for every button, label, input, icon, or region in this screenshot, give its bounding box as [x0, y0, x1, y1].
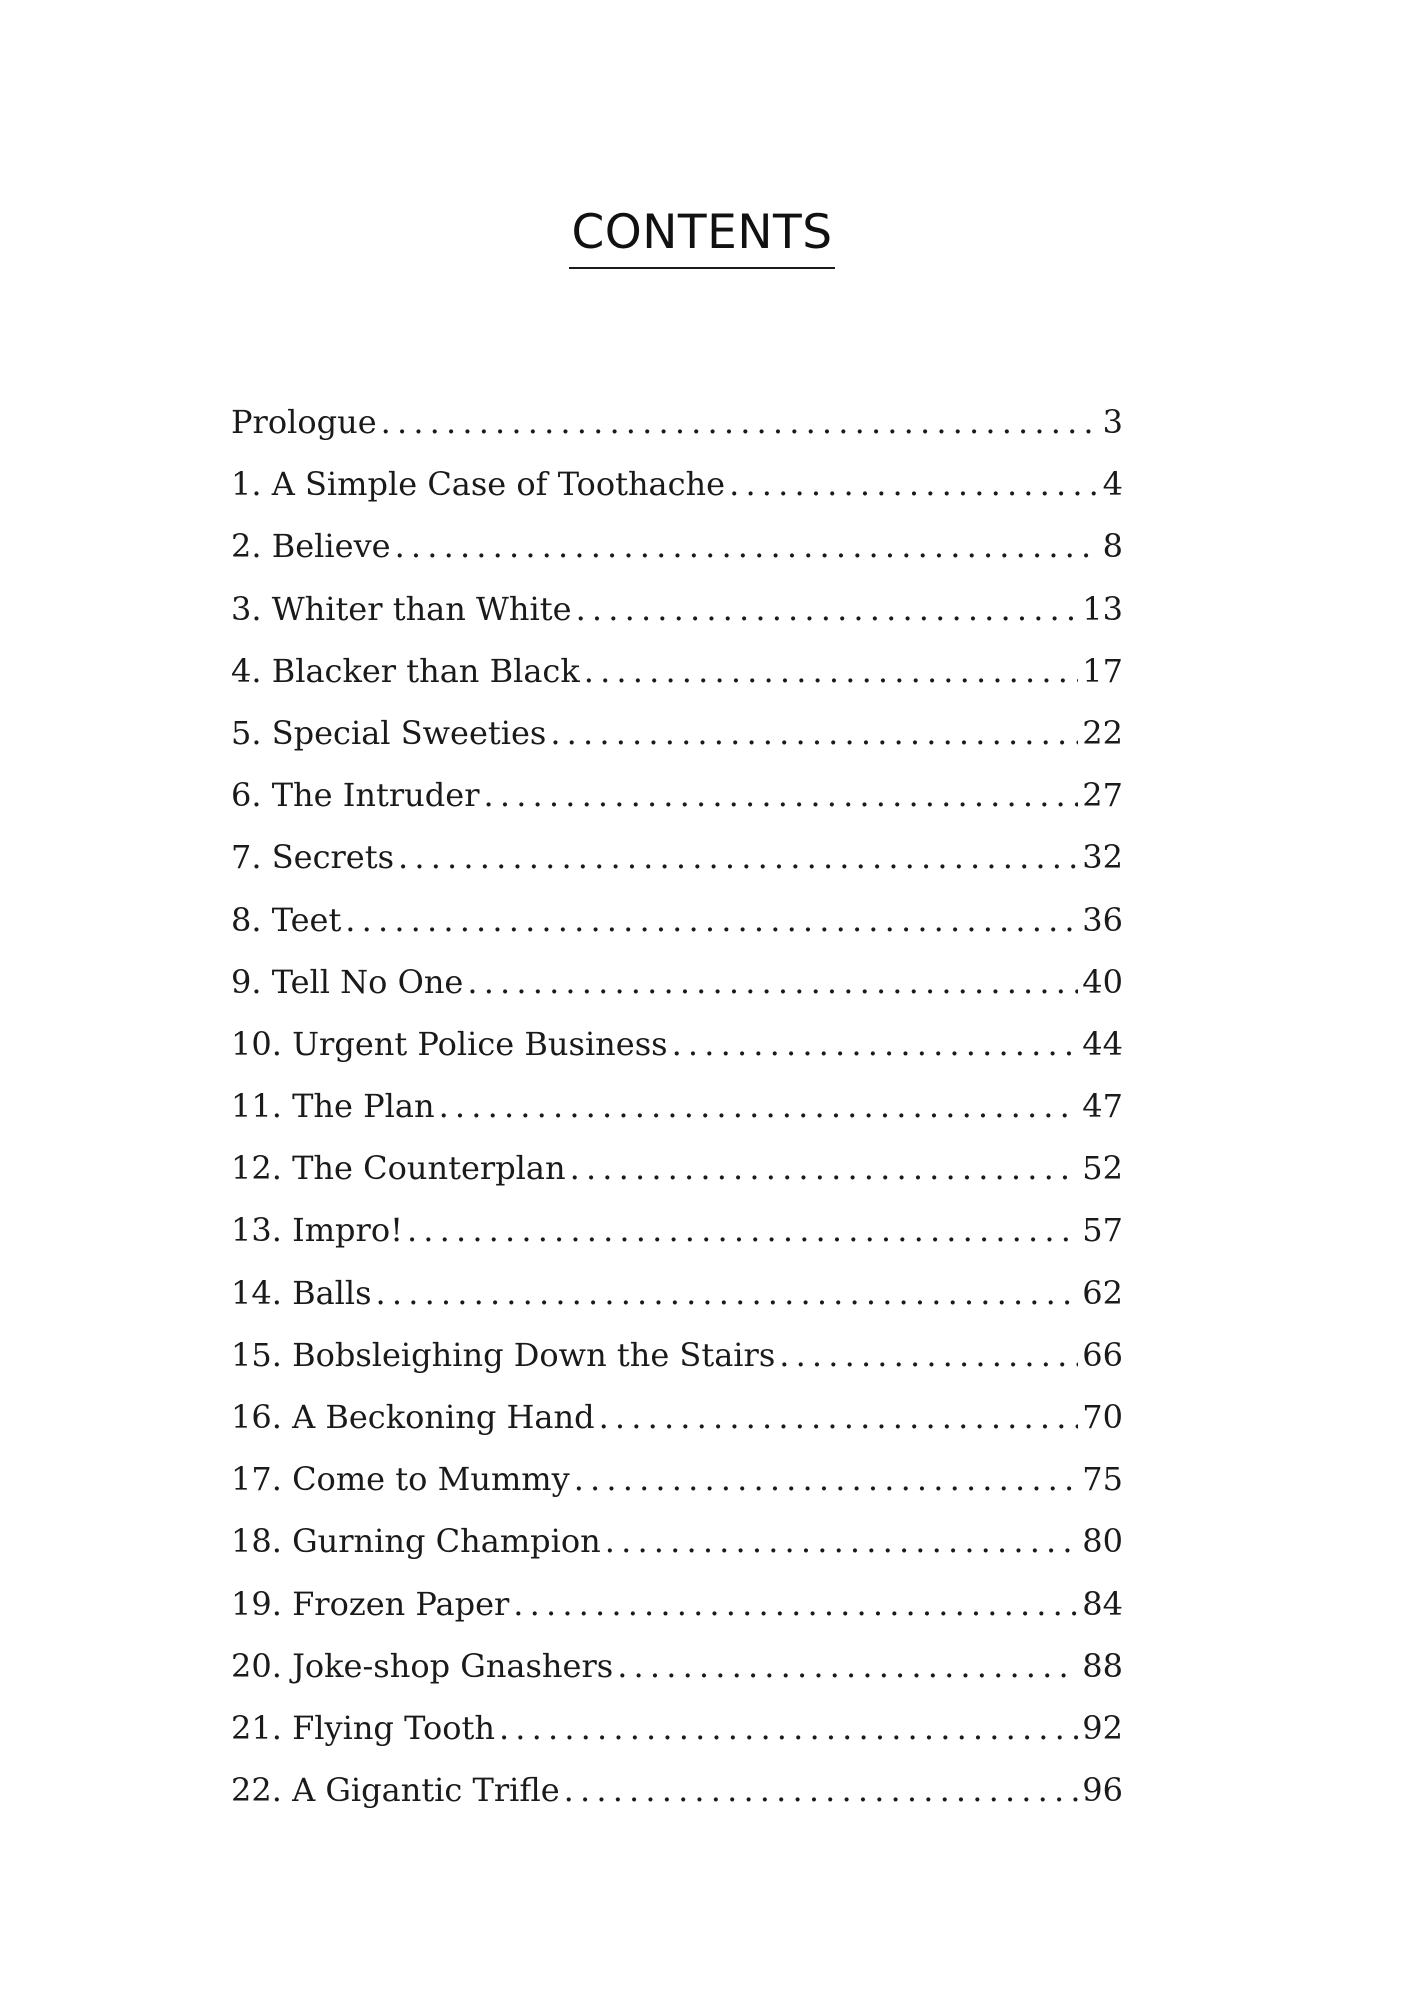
toc-entry-page-number: 40 [1082, 962, 1123, 1001]
toc-dot-leader [381, 397, 1099, 447]
toc-entry-page-number: 52 [1082, 1149, 1123, 1188]
toc-entry-page-number: 70 [1082, 1398, 1123, 1436]
toc-dot-leader [439, 1081, 1079, 1131]
toc-entry-page-number: 17 [1082, 651, 1123, 690]
toc-entry [231, 521, 1123, 583]
toc-entry [231, 1765, 1123, 1827]
toc-dot-leader [574, 1454, 1079, 1504]
toc-entry [231, 1454, 1123, 1516]
toc-entry-label: 4. Blacker than Black [231, 651, 580, 690]
toc-entry [231, 397, 1123, 459]
toc-entry-label: 2. Believe [231, 527, 391, 566]
toc-entry [231, 1019, 1123, 1081]
toc-entry-label: 5. Special Sweeties [231, 713, 547, 752]
toc-entry-label: 17. Come to Mummy [231, 1460, 570, 1499]
table-of-contents [231, 397, 1123, 1827]
toc-entry [231, 708, 1123, 770]
toc-dot-leader [484, 770, 1079, 820]
toc-entry [231, 459, 1123, 521]
toc-entry-page-number: 32 [1082, 838, 1123, 877]
toc-entry [231, 1268, 1123, 1330]
toc-entry-label: 7. Secrets [231, 838, 394, 877]
toc-dot-leader [345, 895, 1078, 945]
toc-entry-page-number: 47 [1082, 1087, 1123, 1126]
toc-entry [231, 1579, 1123, 1641]
toc-entry [231, 1516, 1123, 1578]
toc-entry-page-number: 8 [1102, 527, 1123, 566]
toc-entry-page-number: 96 [1082, 1771, 1123, 1810]
toc-entry-page-number: 84 [1082, 1584, 1123, 1623]
toc-entry-page-number: 57 [1082, 1211, 1123, 1250]
toc-entry-label: 16. A Beckoning Hand [231, 1398, 595, 1436]
toc-entry [231, 1081, 1123, 1143]
toc-entry-page-number: 88 [1082, 1646, 1123, 1685]
toc-dot-leader [564, 1765, 1079, 1815]
toc-entry-label: 21. Flying Tooth [231, 1708, 495, 1747]
toc-entry [231, 646, 1123, 708]
toc-dot-leader [605, 1516, 1079, 1566]
toc-entry-page-number: 92 [1082, 1708, 1123, 1747]
toc-dot-leader [376, 1268, 1079, 1318]
toc-entry [231, 1392, 1123, 1454]
toc-entry-label: 14. Balls [231, 1273, 372, 1312]
toc-dot-leader [599, 1392, 1079, 1442]
toc-entry [231, 1143, 1123, 1205]
toc-entry [231, 1641, 1123, 1703]
toc-dot-leader [467, 957, 1078, 1007]
toc-entry-label: 15. Bobsleighing Down the Stairs [231, 1335, 776, 1374]
toc-entry [231, 584, 1123, 646]
toc-dot-leader [499, 1703, 1078, 1753]
toc-dot-leader [395, 521, 1099, 571]
toc-entry-page-number: 3 [1102, 403, 1123, 441]
toc-entry-label: 3. Whiter than White [231, 589, 572, 628]
toc-entry-label: Prologue [231, 403, 377, 441]
toc-entry-page-number: 4 [1102, 465, 1123, 504]
toc-entry-page-number: 36 [1082, 900, 1123, 939]
toc-entry [231, 1703, 1123, 1765]
toc-entry-page-number: 13 [1082, 589, 1123, 628]
toc-entry-label: 10. Urgent Police Business [231, 1024, 668, 1063]
toc-entry-label: 11. The Plan [231, 1087, 435, 1126]
toc-entry-label: 6. The Intruder [231, 776, 480, 815]
toc-entry-label: 9. Tell No One [231, 962, 464, 1001]
toc-entry [231, 895, 1123, 957]
toc-entry-page-number: 22 [1082, 713, 1123, 752]
toc-dot-leader [779, 1330, 1078, 1380]
toc-dot-leader [407, 1205, 1078, 1255]
toc-entry-page-number: 62 [1082, 1273, 1123, 1312]
toc-entry-page-number: 80 [1082, 1522, 1123, 1561]
toc-entry-label: 12. The Counterplan [231, 1149, 566, 1188]
toc-entry [231, 1205, 1123, 1267]
toc-entry-page-number: 66 [1082, 1335, 1123, 1374]
toc-entry-label: 13. Impro! [231, 1211, 403, 1250]
toc-dot-leader [398, 832, 1078, 882]
toc-dot-leader [570, 1143, 1079, 1193]
toc-entry-label: 20. Joke-shop Gnashers [231, 1646, 614, 1685]
toc-dot-leader [513, 1579, 1078, 1629]
toc-entry-page-number: 44 [1082, 1024, 1123, 1063]
toc-entry-label: 22. A Gigantic Trifle [231, 1771, 560, 1810]
toc-entry-label: 8. Teet [231, 900, 342, 939]
toc-dot-leader [672, 1019, 1079, 1069]
toc-dot-leader [584, 646, 1079, 696]
toc-entry [231, 1330, 1123, 1392]
toc-entry-page-number: 75 [1082, 1460, 1123, 1499]
toc-entry-label: 18. Gurning Champion [231, 1522, 601, 1561]
toc-entry-label: 19. Frozen Paper [231, 1584, 510, 1623]
toc-entry [231, 770, 1123, 832]
title-wrapper [0, 205, 1404, 269]
toc-dot-leader [576, 584, 1079, 634]
contents-title: CONTENTS [569, 205, 834, 269]
toc-entry [231, 957, 1123, 1019]
toc-dot-leader [729, 459, 1099, 509]
toc-dot-leader [617, 1641, 1078, 1691]
toc-entry-page-number: 27 [1082, 776, 1123, 815]
toc-dot-leader [550, 708, 1078, 758]
toc-entry-label: 1. A Simple Case of Toothache [231, 465, 726, 504]
toc-entry [231, 832, 1123, 894]
